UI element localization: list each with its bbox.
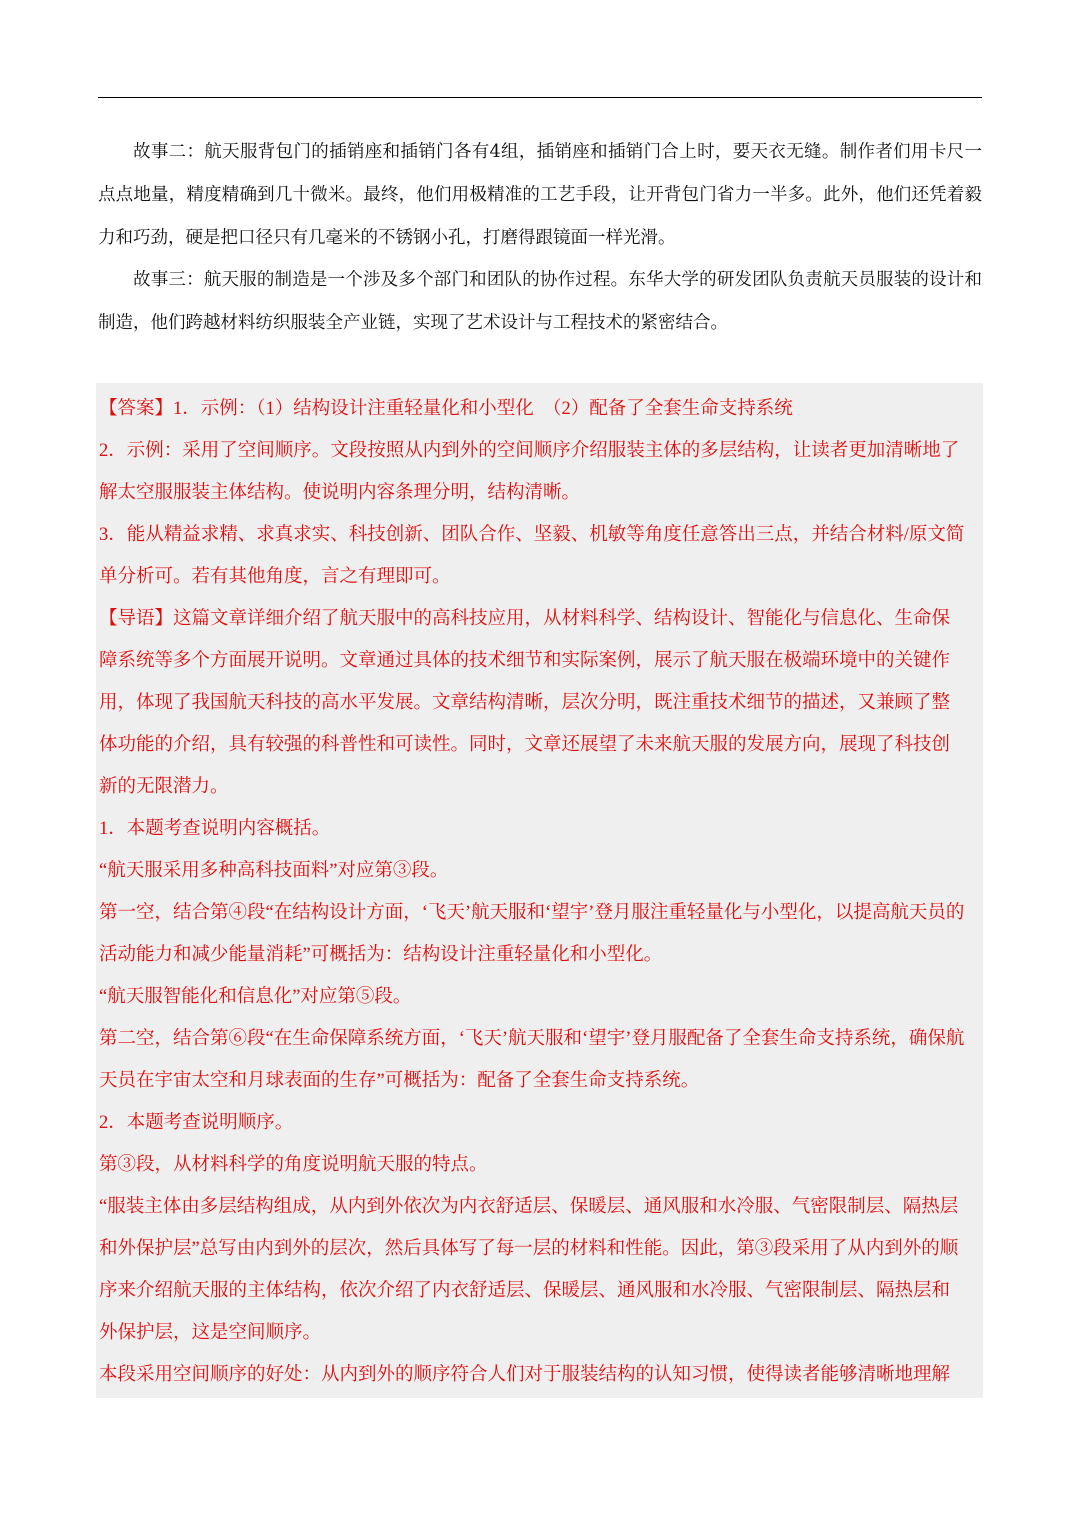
analysis-line: “服装主体由多层结构组成，从内到外依次为内衣舒适层、保暖层、通风服和水冷服、气密限制层、隔热层 [99,1197,959,1217]
story-two-paragraph: 故事二：航天服背包门的插销座和插销门各有4组，插销座和插销门合上时，要天衣无缝。制作者们用卡尺一点点地量，精度精确到几十微米。最终，他们用极精准的工艺手段，让开背包门省力一半多。此外，他们还凭着毅力和巧劲，硬是把口径只有几毫米的不锈钢小孔，打磨得跟镜面一样光滑。 [98,142,982,248]
analysis-line: 和外保护层”总写由内到外的层次，然后具体写了每一层的材料和性能。因此，第③段采用了从内到外的顺 [99,1239,959,1259]
answer-panel [96,383,983,1398]
intro-line: 体功能的介绍，具有较强的科普性和可读性。同时，文章还展望了未来航天服的发展方向，展现了科技创 [99,735,951,755]
intro-heading-line: 【导语】这篇文章详细介绍了航天服中的高科技应用，从材料科学、结构设计、智能化与信息化、生命保 [99,609,951,629]
analysis-line: 2．本题考查说明顺序。 [99,1113,294,1133]
analysis-line: 第二空，结合第⑥段“在生命保障系统方面，‘飞天’航天服和‘望宇’登月服配备了全套生命支持系统，确保航 [99,1029,965,1049]
answer-line: 解太空服服装主体结构。使说明内容条理分明，结构清晰。 [99,483,581,503]
story-three-paragraph: 故事三：航天服的制造是一个涉及多个部门和团队的协作过程。东华大学的研发团队负责航天员服装的设计和制造，他们跨越材料纺织服装全产业链，实现了艺术设计与工程技术的紧密结合。 [98,270,982,333]
answer-heading-line: 【答案】1．示例：（1）结构设计注重轻量化和小型化 （2）配备了全套生命支持系统 [99,399,793,419]
header-rule [98,97,982,98]
analysis-line: 外保护层，这是空间顺序。 [99,1323,322,1343]
analysis-line: 第③段，从材料科学的角度说明航天服的特点。 [99,1155,488,1175]
answer-line: 单分析可。若有其他角度，言之有理即可。 [99,567,451,587]
analysis-line: 1．本题考查说明内容概括。 [99,819,331,839]
answer-line: 2．示例：采用了空间顺序。文段按照从内到外的空间顺序介绍服装主体的多层结构，让读者更加清晰地了 [99,441,960,461]
intro-line: 用，体现了我国航天科技的高水平发展。文章结构清晰，层次分明，既注重技术细节的描述，又兼顾了整 [99,693,951,713]
intro-line: 新的无限潜力。 [99,777,229,797]
intro-line: 障系统等多个方面展开说明。文章通过具体的技术细节和实际案例，展示了航天服在极端环境中的关键作 [99,651,951,671]
analysis-line: 活动能力和减少能量消耗”可概括为：结构设计注重轻量化和小型化。 [99,945,663,965]
answer-line: 3．能从精益求精、求真求实、科技创新、团队合作、坚毅、机敏等角度任意答出三点，并结合材料/原文简 [99,525,965,545]
analysis-line: 第一空，结合第④段“在结构设计方面，‘飞天’航天服和‘望宇’登月服注重轻量化与小型化，以提高航天员的 [99,903,965,923]
analysis-line: 本段采用空间顺序的好处：从内到外的顺序符合人们对于服装结构的认知习惯，使得读者能够清晰地理解 [99,1365,951,1385]
analysis-line: 序来介绍航天服的主体结构，依次介绍了内衣舒适层、保暖层、通风服和水冷服、气密限制层、隔热层和 [99,1281,951,1301]
analysis-line: “航天服采用多种高科技面料”对应第③段。 [99,861,449,881]
analysis-line: 天员在宇宙太空和月球表面的生存”可概括为：配备了全套生命支持系统。 [99,1071,700,1091]
analysis-line: “航天服智能化和信息化”对应第⑤段。 [99,987,412,1007]
